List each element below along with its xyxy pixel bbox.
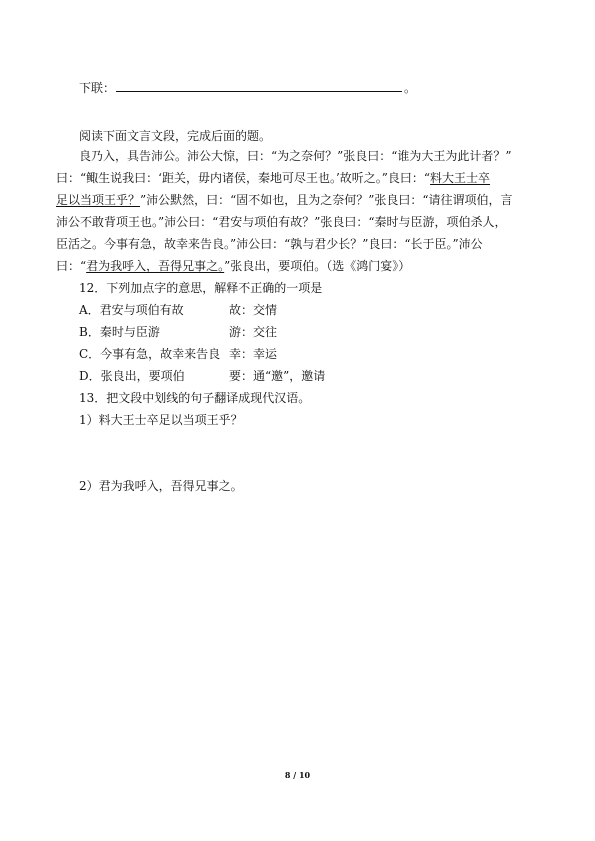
passage-line-2 bbox=[56, 170, 490, 186]
underlined-sentence-1-part-2: 足以当项王乎？ bbox=[56, 193, 141, 207]
question-13-sub-1: 1）料大王士卒足以当项王乎？ bbox=[79, 413, 243, 427]
passage-line-3 bbox=[56, 192, 513, 208]
option-b[interactable] bbox=[79, 324, 278, 340]
option-b-label: B．秦时与臣游 bbox=[79, 325, 160, 339]
couplet-line bbox=[79, 80, 416, 96]
question-13-sub-2: 2）君为我呼入，吾得兄事之。 bbox=[79, 479, 243, 493]
option-a-definition: 故：交情 bbox=[229, 303, 278, 317]
page-number: 8 / 10 bbox=[284, 770, 311, 780]
option-a-label: A．君安与项伯有故 bbox=[79, 303, 184, 317]
option-d-definition: 要：通“邀”，邀请 bbox=[229, 369, 326, 383]
option-a[interactable] bbox=[79, 302, 278, 318]
answer-blank[interactable] bbox=[116, 81, 402, 92]
underlined-sentence-1-part-1: 料大王士卒 bbox=[430, 171, 491, 185]
couplet-end: 。 bbox=[404, 81, 417, 95]
option-c[interactable] bbox=[79, 346, 278, 362]
question-12-stem: 12．下列加点字的意思，解释不正确的一项是 bbox=[79, 281, 323, 295]
passage-line-1: 良乃入，具告沛公。沛公大惊，曰：“为之奈何？”张良曰：“谁为大王为此计者？” bbox=[79, 149, 512, 163]
option-d[interactable] bbox=[79, 368, 326, 384]
passage-line-2-text: 曰：“鲰生说我曰：‘距关，毋内诸侯，秦地可尽王也。’故听之。”良曰：“ bbox=[56, 171, 431, 185]
passage-instruction: 阅读下面文言文段，完成后面的题。 bbox=[79, 129, 272, 143]
passage-line-6-end: ”张良出，要项伯。（选《鸿门宴》） bbox=[224, 259, 411, 273]
question-13-stem: 13．把文段中划线的句子翻译成现代汉语。 bbox=[79, 391, 311, 405]
passage-line-4: 沛公不敢背项王也。”沛公曰：“君安与项伯有故？”张良曰：“秦时与臣游，项伯杀人， bbox=[56, 215, 507, 229]
couplet-label: 下联： bbox=[79, 81, 116, 95]
passage-line-3-text: ”沛公默然，曰：“固不如也，且为之奈何？”张良曰：“请往谓项伯，言 bbox=[140, 193, 513, 207]
option-d-label: D．张良出，要项伯 bbox=[79, 369, 185, 383]
option-b-definition: 游：交往 bbox=[229, 325, 278, 339]
option-c-definition: 幸：幸运 bbox=[229, 347, 278, 361]
option-c-label: C．今事有急，故幸来告良 bbox=[79, 347, 221, 361]
passage-line-6-start: 曰：“ bbox=[56, 259, 87, 273]
passage-line-6 bbox=[56, 258, 410, 274]
passage-line-5: 臣活之。今事有急，故幸来告良。”沛公曰：“孰与君少长？”良曰：“长于臣。”沛公 bbox=[56, 237, 483, 251]
underlined-sentence-2: 君为我呼入，吾得兄事之。 bbox=[86, 259, 225, 273]
